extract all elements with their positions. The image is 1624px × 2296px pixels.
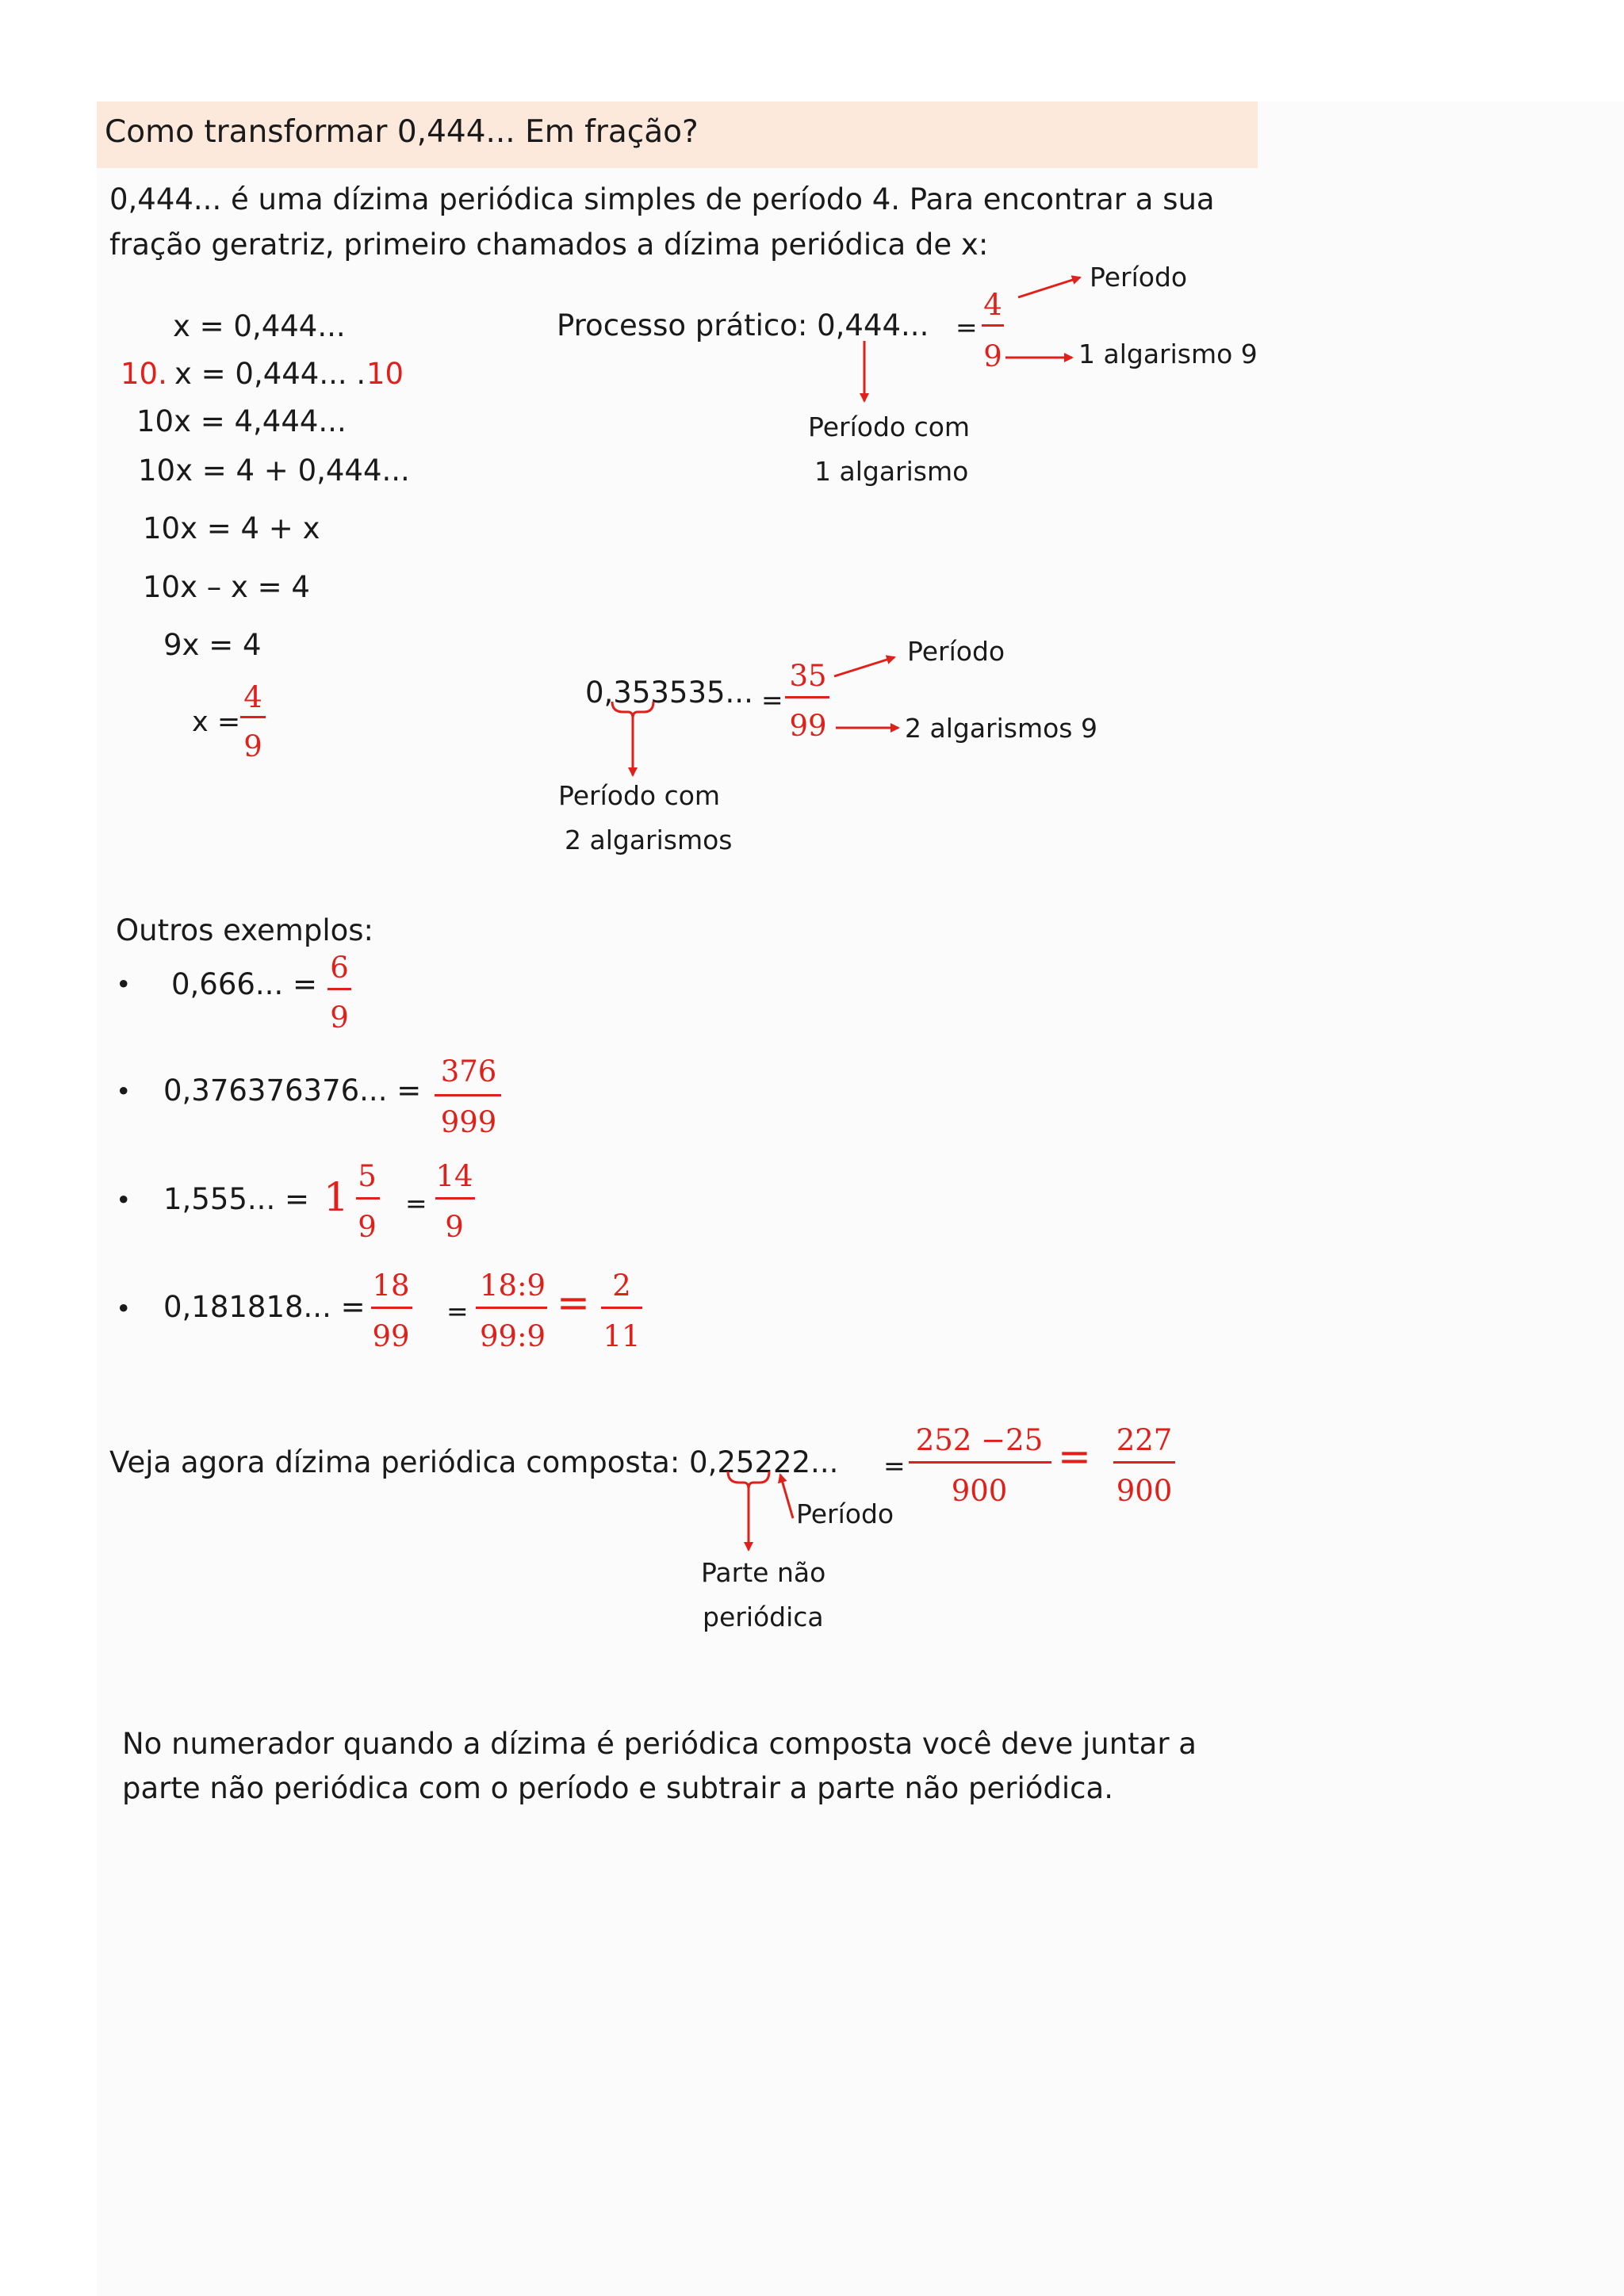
others-example-4-numerator-3: 2 [612, 1269, 631, 1303]
others-example-1-denominator: 9 [330, 1001, 349, 1035]
algebra-result-fraction-bar [240, 716, 266, 718]
practical-equals: = [956, 312, 978, 342]
algebra-step-5: 10x = 4 + x [143, 511, 320, 545]
others-example-3-fraction-bar-2 [435, 1197, 475, 1200]
conclusion-line-2: parte não periódica com o período e subtrair a parte não periódica. [122, 1771, 1113, 1805]
others-example-1-fraction-bar [327, 988, 351, 990]
practical-note-line-1: Período com [808, 411, 971, 442]
bullet-3: • [116, 1184, 132, 1215]
others-example-3-equals: = [405, 1188, 427, 1219]
page-title: Como transformar 0,444... Em fração? [105, 114, 699, 150]
intro-line-1: 0,444... é uma dízima periódica simples de período 4. Para encontrar a sua [109, 182, 1215, 216]
algebra-step-7: 9x = 4 [163, 628, 262, 662]
composite-nonperiodic-line-2: periódica [703, 1601, 824, 1632]
example2-decimal: 0,353535... [585, 675, 753, 710]
others-example-2-fraction-bar [435, 1094, 501, 1096]
practical-note-line-2: 1 algarismo [814, 456, 969, 487]
example2-note-line-2: 2 algarismos [565, 825, 733, 855]
others-example-1-decimal: 0,666... = [171, 967, 317, 1001]
others-example-3-numerator-2: 14 [435, 1159, 473, 1193]
others-example-4-fraction-bar [371, 1307, 412, 1309]
practical-period-label: Período [1090, 262, 1188, 293]
others-example-4-equals-2: = [557, 1280, 590, 1326]
composite-fraction-bar [909, 1461, 1051, 1464]
algebra-step-4: 10x = 4 + 0,444... [138, 453, 410, 488]
others-heading: Outros exemplos: [116, 913, 373, 947]
example2-period-label: Período [907, 636, 1005, 667]
composite-denominator-2: 900 [1116, 1474, 1173, 1508]
composite-period-label: Período [796, 1498, 894, 1529]
intro-line-2: fração geratriz, primeiro chamados a dízima periódica de x: [109, 228, 989, 262]
algebra-result-denominator: 9 [243, 729, 262, 763]
others-example-2-numerator: 376 [440, 1054, 497, 1089]
others-example-4-denominator: 99 [372, 1319, 410, 1353]
conclusion-line-1: No numerador quando a dízima é periódica composta você deve juntar a [122, 1727, 1197, 1761]
example2-denominator: 99 [789, 709, 827, 743]
algebra-step-2-prefix: 10. [121, 357, 167, 391]
others-example-3-decimal: 1,555... = [163, 1182, 309, 1216]
others-example-4-denominator-3: 11 [603, 1319, 641, 1353]
composite-numerator: 252 −25 [915, 1423, 1044, 1457]
example2-digits-label: 2 algarismos 9 [905, 713, 1097, 744]
composite-equals: = [883, 1450, 906, 1481]
practical-fraction-bar [982, 324, 1004, 327]
algebra-step-1: x = 0,444... [173, 309, 346, 343]
others-example-4-numerator-2: 18:9 [480, 1269, 546, 1303]
composite-nonperiodic-line-1: Parte não [701, 1557, 826, 1588]
composite-equals-2: = [1058, 1433, 1091, 1479]
others-example-4-fraction-bar-3 [601, 1307, 642, 1309]
others-example-3-denominator-2: 9 [445, 1210, 464, 1244]
bullet-2: • [116, 1076, 132, 1107]
algebra-step-2-suffix: 10 [366, 357, 404, 391]
bullet-1: • [116, 969, 132, 1000]
others-example-2-decimal: 0,376376376... = [163, 1073, 422, 1108]
practical-denominator: 9 [983, 339, 1002, 373]
example2-numerator: 35 [789, 659, 827, 693]
example2-equals: = [761, 684, 783, 715]
others-example-3-numerator: 5 [358, 1159, 377, 1193]
others-example-4-equals: = [446, 1295, 469, 1326]
others-example-4-fraction-bar-2 [476, 1307, 547, 1309]
others-example-3-denominator: 9 [358, 1210, 377, 1244]
others-example-4-numerator: 18 [372, 1269, 410, 1303]
others-example-4-denominator-2: 99:9 [480, 1319, 546, 1353]
algebra-step-3: 10x = 4,444... [136, 404, 347, 438]
practical-label: Processo prático: 0,444... [557, 308, 929, 342]
composite-numerator-2: 227 [1116, 1423, 1173, 1457]
others-example-2-denominator: 999 [440, 1105, 497, 1139]
others-example-1-numerator: 6 [330, 951, 349, 985]
practical-numerator: 4 [983, 288, 1002, 322]
composite-fraction-bar-2 [1113, 1461, 1175, 1464]
algebra-step-2: x = 0,444... . [174, 357, 366, 391]
bullet-4: • [116, 1293, 132, 1324]
composite-label: Veja agora dízima periódica composta: 0,25222... [109, 1445, 839, 1479]
others-example-4-decimal: 0,181818... = [163, 1290, 366, 1324]
composite-denominator: 900 [951, 1474, 1008, 1508]
example2-fraction-bar [785, 696, 829, 698]
others-example-3-whole: 1 [324, 1174, 349, 1220]
algebra-step-6: 10x – x = 4 [143, 570, 310, 604]
practical-digits-label: 1 algarismo 9 [1078, 339, 1258, 369]
others-example-3-fraction-bar [356, 1197, 380, 1200]
algebra-result-numerator: 4 [243, 680, 262, 714]
algebra-step-8-prefix: x = [192, 706, 241, 738]
example2-note-line-1: Período com [558, 780, 721, 811]
